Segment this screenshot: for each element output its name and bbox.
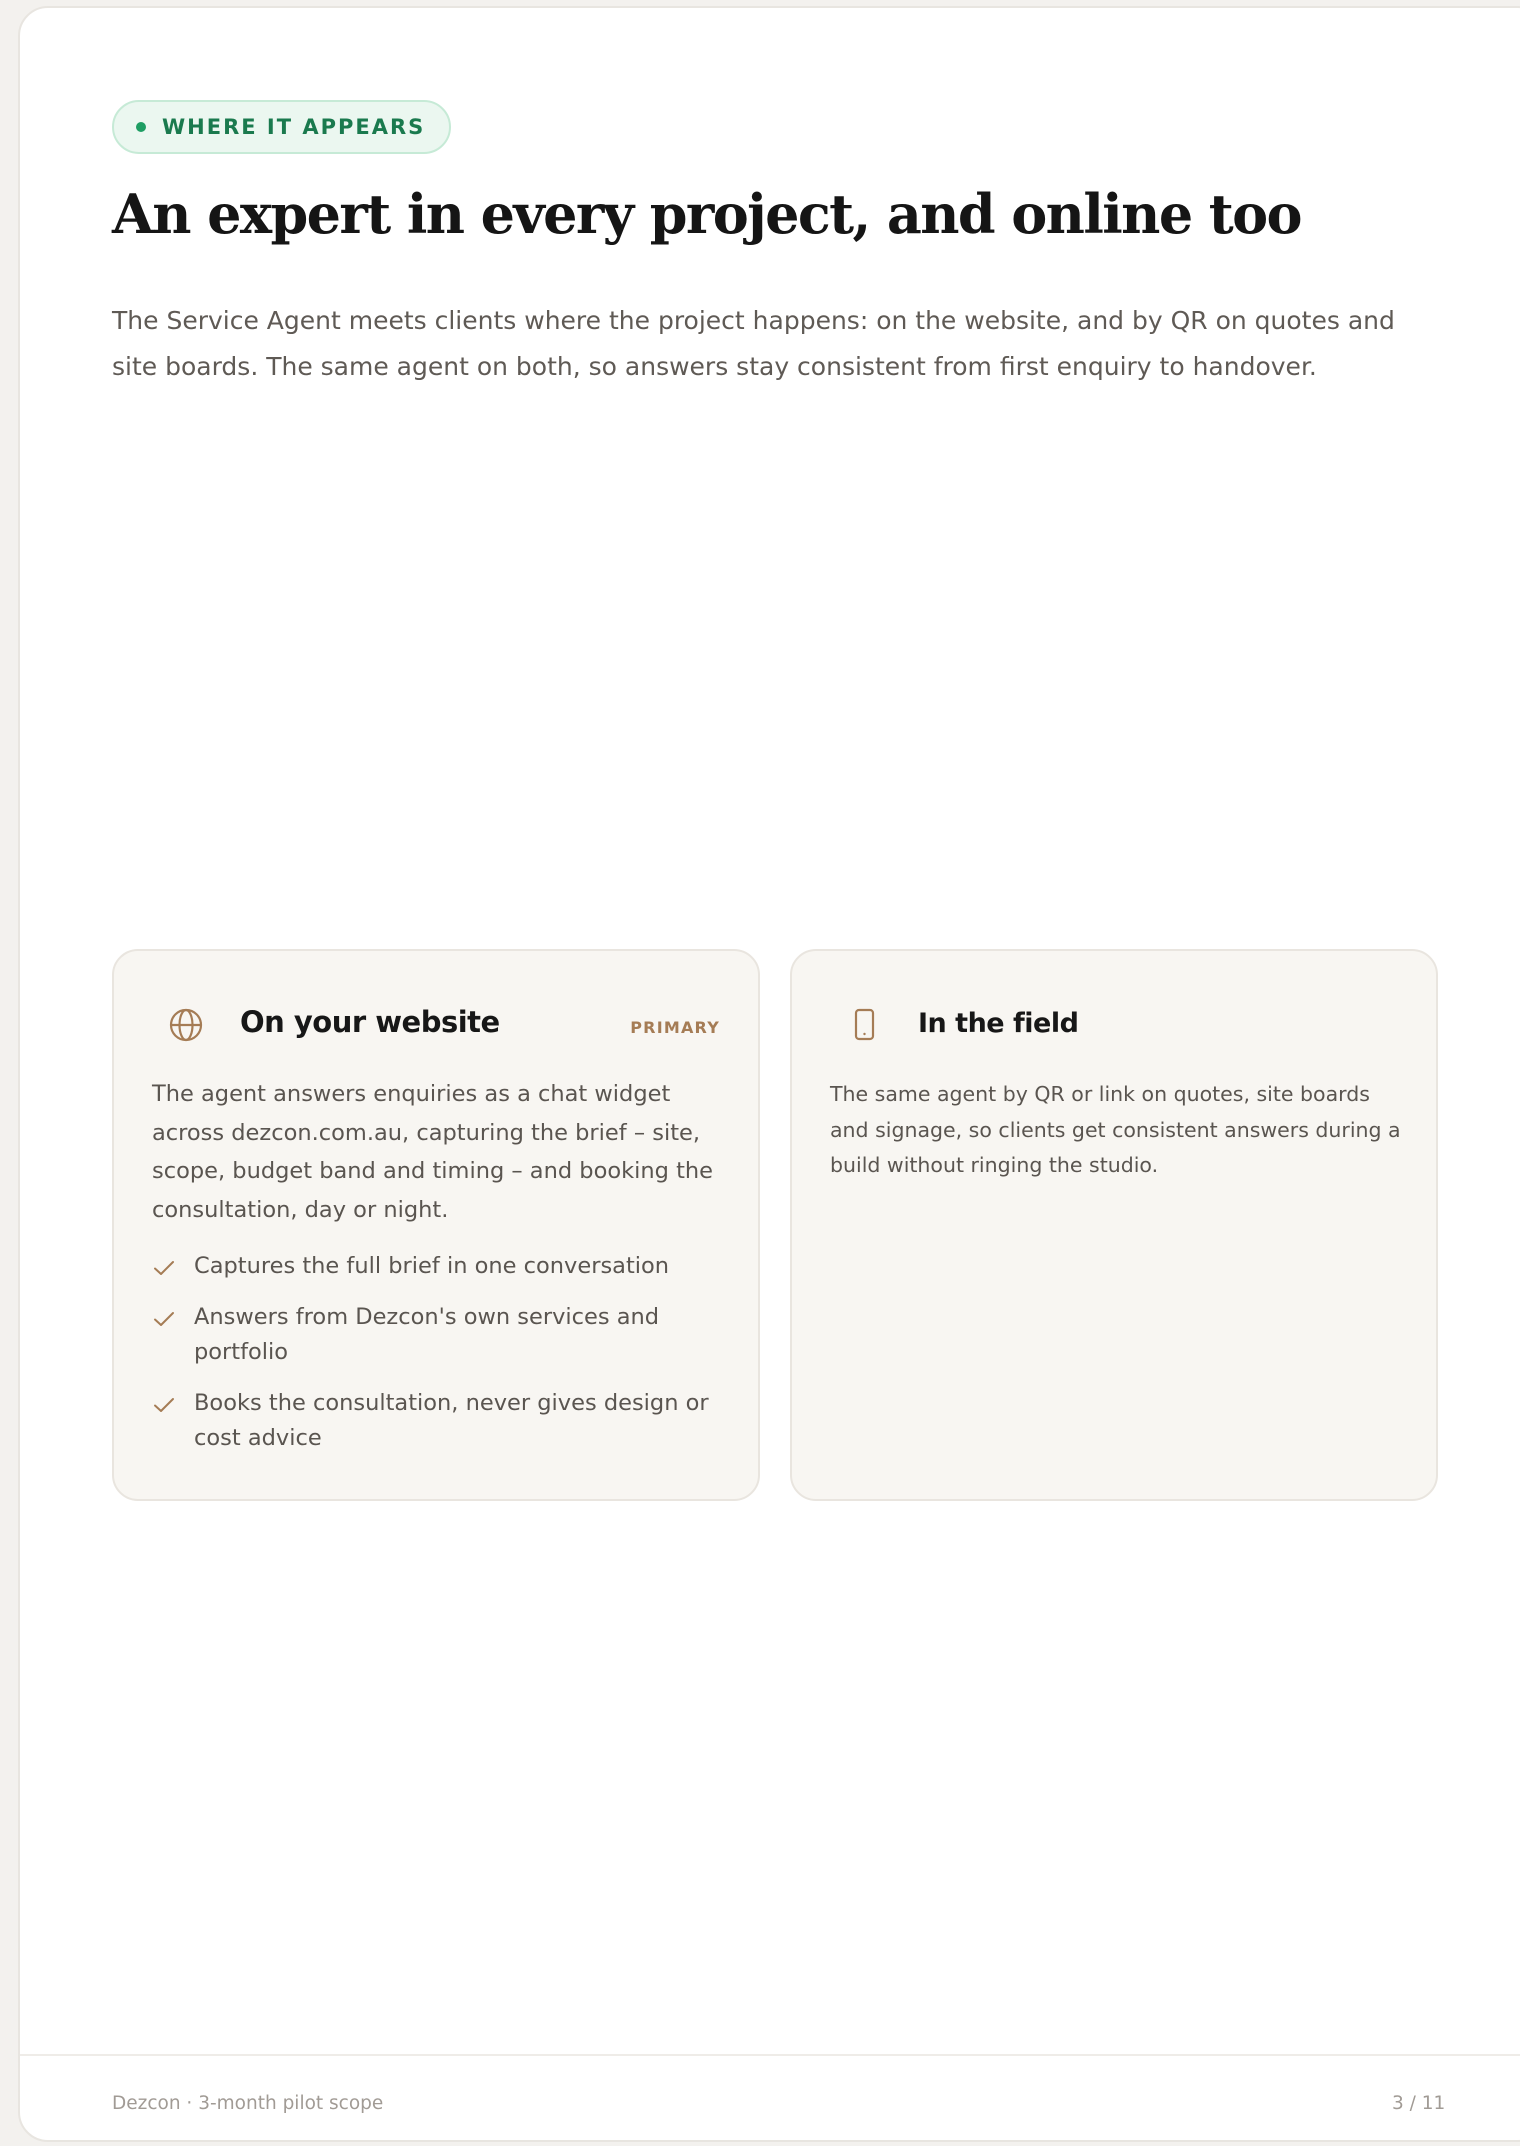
bullet-text: Answers from Dezcon's own services and portfolio	[194, 1304, 660, 1365]
section-badge	[112, 100, 451, 154]
globe-icon	[168, 1007, 204, 1043]
slide-page	[18, 6, 1520, 2142]
page-title: An expert in every project, and online too	[112, 182, 1301, 246]
check-icon	[152, 1307, 176, 1331]
check-icon	[152, 1256, 176, 1280]
page-number: 3 / 11	[1392, 2093, 1446, 2114]
website-card-body: The agent answers enquiries as a chat widget across dezcon.com.au, capturing the brief – site, scope, budget band and timing – and booking the consultation, day or night.	[152, 1081, 713, 1223]
footer-divider	[20, 2054, 1520, 2056]
primary-tag: PRIMARY	[630, 1018, 720, 1037]
website-card	[112, 949, 760, 1501]
footer-doc-label: Dezcon · 3-month pilot scope	[112, 2093, 384, 2114]
phone-icon	[846, 1007, 882, 1043]
field-card-title: In the field	[918, 1008, 1079, 1039]
section-badge-label: WHERE IT APPEARS	[162, 115, 426, 139]
intro-paragraph: The Service Agent meets clients where the project happens: on the website, and by QR on quotes and site boards. The same agent on both, so answers stay consistent from first enquiry to handover.	[112, 306, 1395, 381]
list-item	[152, 1249, 722, 1284]
check-icon	[152, 1393, 176, 1417]
field-card-body: The same agent by QR or link on quotes, site boards and signage, so clients get consistent answers during a build without ringing the studio.	[830, 1082, 1401, 1177]
field-card	[790, 949, 1438, 1501]
website-card-title: On your website	[240, 1005, 500, 1039]
list-item	[152, 1386, 722, 1456]
status-dot-icon	[136, 122, 146, 132]
bullet-text: Captures the full brief in one conversation	[194, 1253, 670, 1279]
list-item	[152, 1300, 722, 1370]
bullet-text: Books the consultation, never gives design or cost advice	[194, 1390, 709, 1451]
website-card-bullets	[152, 1249, 722, 1472]
